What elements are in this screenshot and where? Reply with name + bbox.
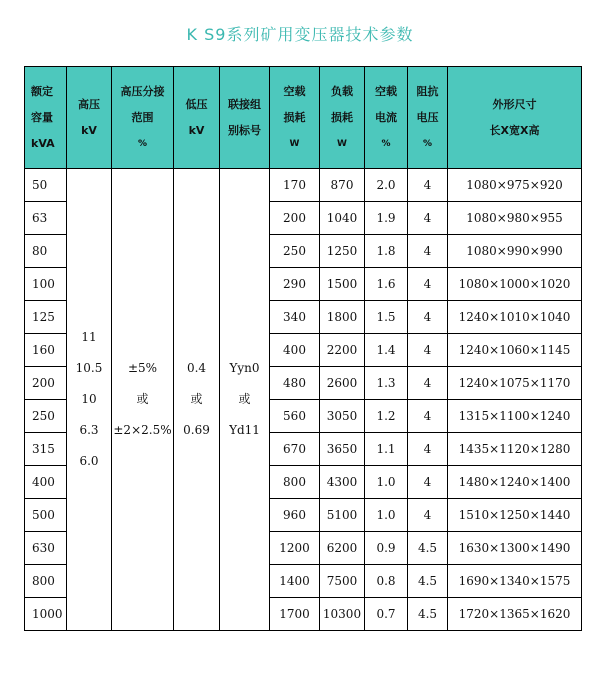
cell-noload-current: 0.7: [365, 598, 408, 631]
cell-load-loss: 3650: [320, 433, 365, 466]
cell-dimensions: 1510×1250×1440: [448, 499, 582, 532]
cell-impedance: 4.5: [408, 598, 448, 631]
cell-capacity: 800: [25, 565, 67, 598]
header-dimensions: 外形尺寸 长X宽X高: [448, 67, 582, 169]
cell-dimensions: 1080×990×990: [448, 235, 582, 268]
cell-noload-loss: 400: [270, 334, 320, 367]
cell-noload-loss: 960: [270, 499, 320, 532]
header-capacity: 额定 容量 kVA: [25, 67, 67, 169]
cell-noload-loss: 1200: [270, 532, 320, 565]
cell-dimensions: 1240×1075×1170: [448, 367, 582, 400]
cell-impedance: 4: [408, 169, 448, 202]
cell-impedance: 4.5: [408, 532, 448, 565]
cell-impedance: 4: [408, 499, 448, 532]
cell-load-loss: 6200: [320, 532, 365, 565]
cell-noload-current: 1.8: [365, 235, 408, 268]
header-lv: 低压 kV: [174, 67, 220, 169]
cell-noload-loss: 250: [270, 235, 320, 268]
cell-load-loss: 10300: [320, 598, 365, 631]
header-hv: 高压 kV: [67, 67, 112, 169]
spec-table-body: [25, 169, 582, 631]
cell-dimensions: 1080×980×955: [448, 202, 582, 235]
cell-noload-loss: 170: [270, 169, 320, 202]
cell-noload-loss: 1700: [270, 598, 320, 631]
cell-capacity: 50: [25, 169, 67, 202]
cell-capacity: 500: [25, 499, 67, 532]
cell-noload-loss: 1400: [270, 565, 320, 598]
cell-noload-current: 1.0: [365, 466, 408, 499]
cell-noload-current: 1.3: [365, 367, 408, 400]
cell-lv-merged: 0.4 或 0.69: [174, 169, 220, 631]
cell-load-loss: 1250: [320, 235, 365, 268]
cell-noload-current: 1.5: [365, 301, 408, 334]
cell-capacity: 315: [25, 433, 67, 466]
page-title: K S9系列矿用变压器技术参数: [186, 25, 414, 44]
cell-impedance: 4: [408, 334, 448, 367]
cell-capacity: 630: [25, 532, 67, 565]
cell-dimensions: 1240×1010×1040: [448, 301, 582, 334]
cell-capacity: 63: [25, 202, 67, 235]
cell-capacity: 160: [25, 334, 67, 367]
cell-tap-merged: ±5% 或 ±2×2.5%: [112, 169, 174, 631]
header-noload-current: 空载 电流 %: [365, 67, 408, 169]
header-connection-group: 联接组 别标号: [220, 67, 270, 169]
cell-load-loss: 1040: [320, 202, 365, 235]
cell-load-loss: 3050: [320, 400, 365, 433]
cell-capacity: 400: [25, 466, 67, 499]
cell-impedance: 4: [408, 400, 448, 433]
cell-noload-current: 1.9: [365, 202, 408, 235]
cell-noload-current: 1.4: [365, 334, 408, 367]
cell-dimensions: 1480×1240×1400: [448, 466, 582, 499]
header-load-loss: 负载 损耗 W: [320, 67, 365, 169]
cell-impedance: 4: [408, 466, 448, 499]
cell-noload-current: 1.2: [365, 400, 408, 433]
cell-capacity: 1000: [25, 598, 67, 631]
cell-impedance: 4: [408, 235, 448, 268]
cell-noload-current: 0.8: [365, 565, 408, 598]
cell-load-loss: 5100: [320, 499, 365, 532]
cell-load-loss: 870: [320, 169, 365, 202]
cell-impedance: 4: [408, 367, 448, 400]
cell-load-loss: 2600: [320, 367, 365, 400]
cell-load-loss: 7500: [320, 565, 365, 598]
cell-impedance: 4: [408, 202, 448, 235]
cell-noload-current: 1.1: [365, 433, 408, 466]
cell-noload-loss: 340: [270, 301, 320, 334]
cell-impedance: 4: [408, 433, 448, 466]
cell-capacity: 100: [25, 268, 67, 301]
cell-impedance: 4: [408, 301, 448, 334]
table-row: [25, 169, 582, 202]
cell-hv-merged: 11 10.5 10 6.3 6.0: [67, 169, 112, 631]
cell-noload-current: 0.9: [365, 532, 408, 565]
cell-noload-loss: 800: [270, 466, 320, 499]
cell-load-loss: 4300: [320, 466, 365, 499]
header-tap-range: 高压分接 范围 %: [112, 67, 174, 169]
cell-capacity: 80: [25, 235, 67, 268]
cell-noload-loss: 290: [270, 268, 320, 301]
cell-noload-loss: 480: [270, 367, 320, 400]
cell-group-merged: Yyn0 或 Yd11: [220, 169, 270, 631]
cell-dimensions: 1240×1060×1145: [448, 334, 582, 367]
cell-noload-loss: 560: [270, 400, 320, 433]
cell-dimensions: 1435×1120×1280: [448, 433, 582, 466]
header-impedance: 阻抗 电压 %: [408, 67, 448, 169]
cell-dimensions: 1720×1365×1620: [448, 598, 582, 631]
cell-noload-current: 2.0: [365, 169, 408, 202]
cell-noload-loss: 670: [270, 433, 320, 466]
cell-dimensions: 1080×1000×1020: [448, 268, 582, 301]
cell-noload-current: 1.6: [365, 268, 408, 301]
cell-load-loss: 2200: [320, 334, 365, 367]
spec-table: [24, 66, 582, 631]
cell-noload-loss: 200: [270, 202, 320, 235]
cell-dimensions: 1630×1300×1490: [448, 532, 582, 565]
header-row: [25, 67, 582, 169]
cell-impedance: 4.5: [408, 565, 448, 598]
cell-capacity: 125: [25, 301, 67, 334]
cell-dimensions: 1080×975×920: [448, 169, 582, 202]
cell-dimensions: 1315×1100×1240: [448, 400, 582, 433]
header-noload-loss: 空载 损耗 W: [270, 67, 320, 169]
cell-dimensions: 1690×1340×1575: [448, 565, 582, 598]
cell-noload-current: 1.0: [365, 499, 408, 532]
cell-load-loss: 1800: [320, 301, 365, 334]
cell-capacity: 200: [25, 367, 67, 400]
cell-impedance: 4: [408, 268, 448, 301]
cell-load-loss: 1500: [320, 268, 365, 301]
cell-capacity: 250: [25, 400, 67, 433]
